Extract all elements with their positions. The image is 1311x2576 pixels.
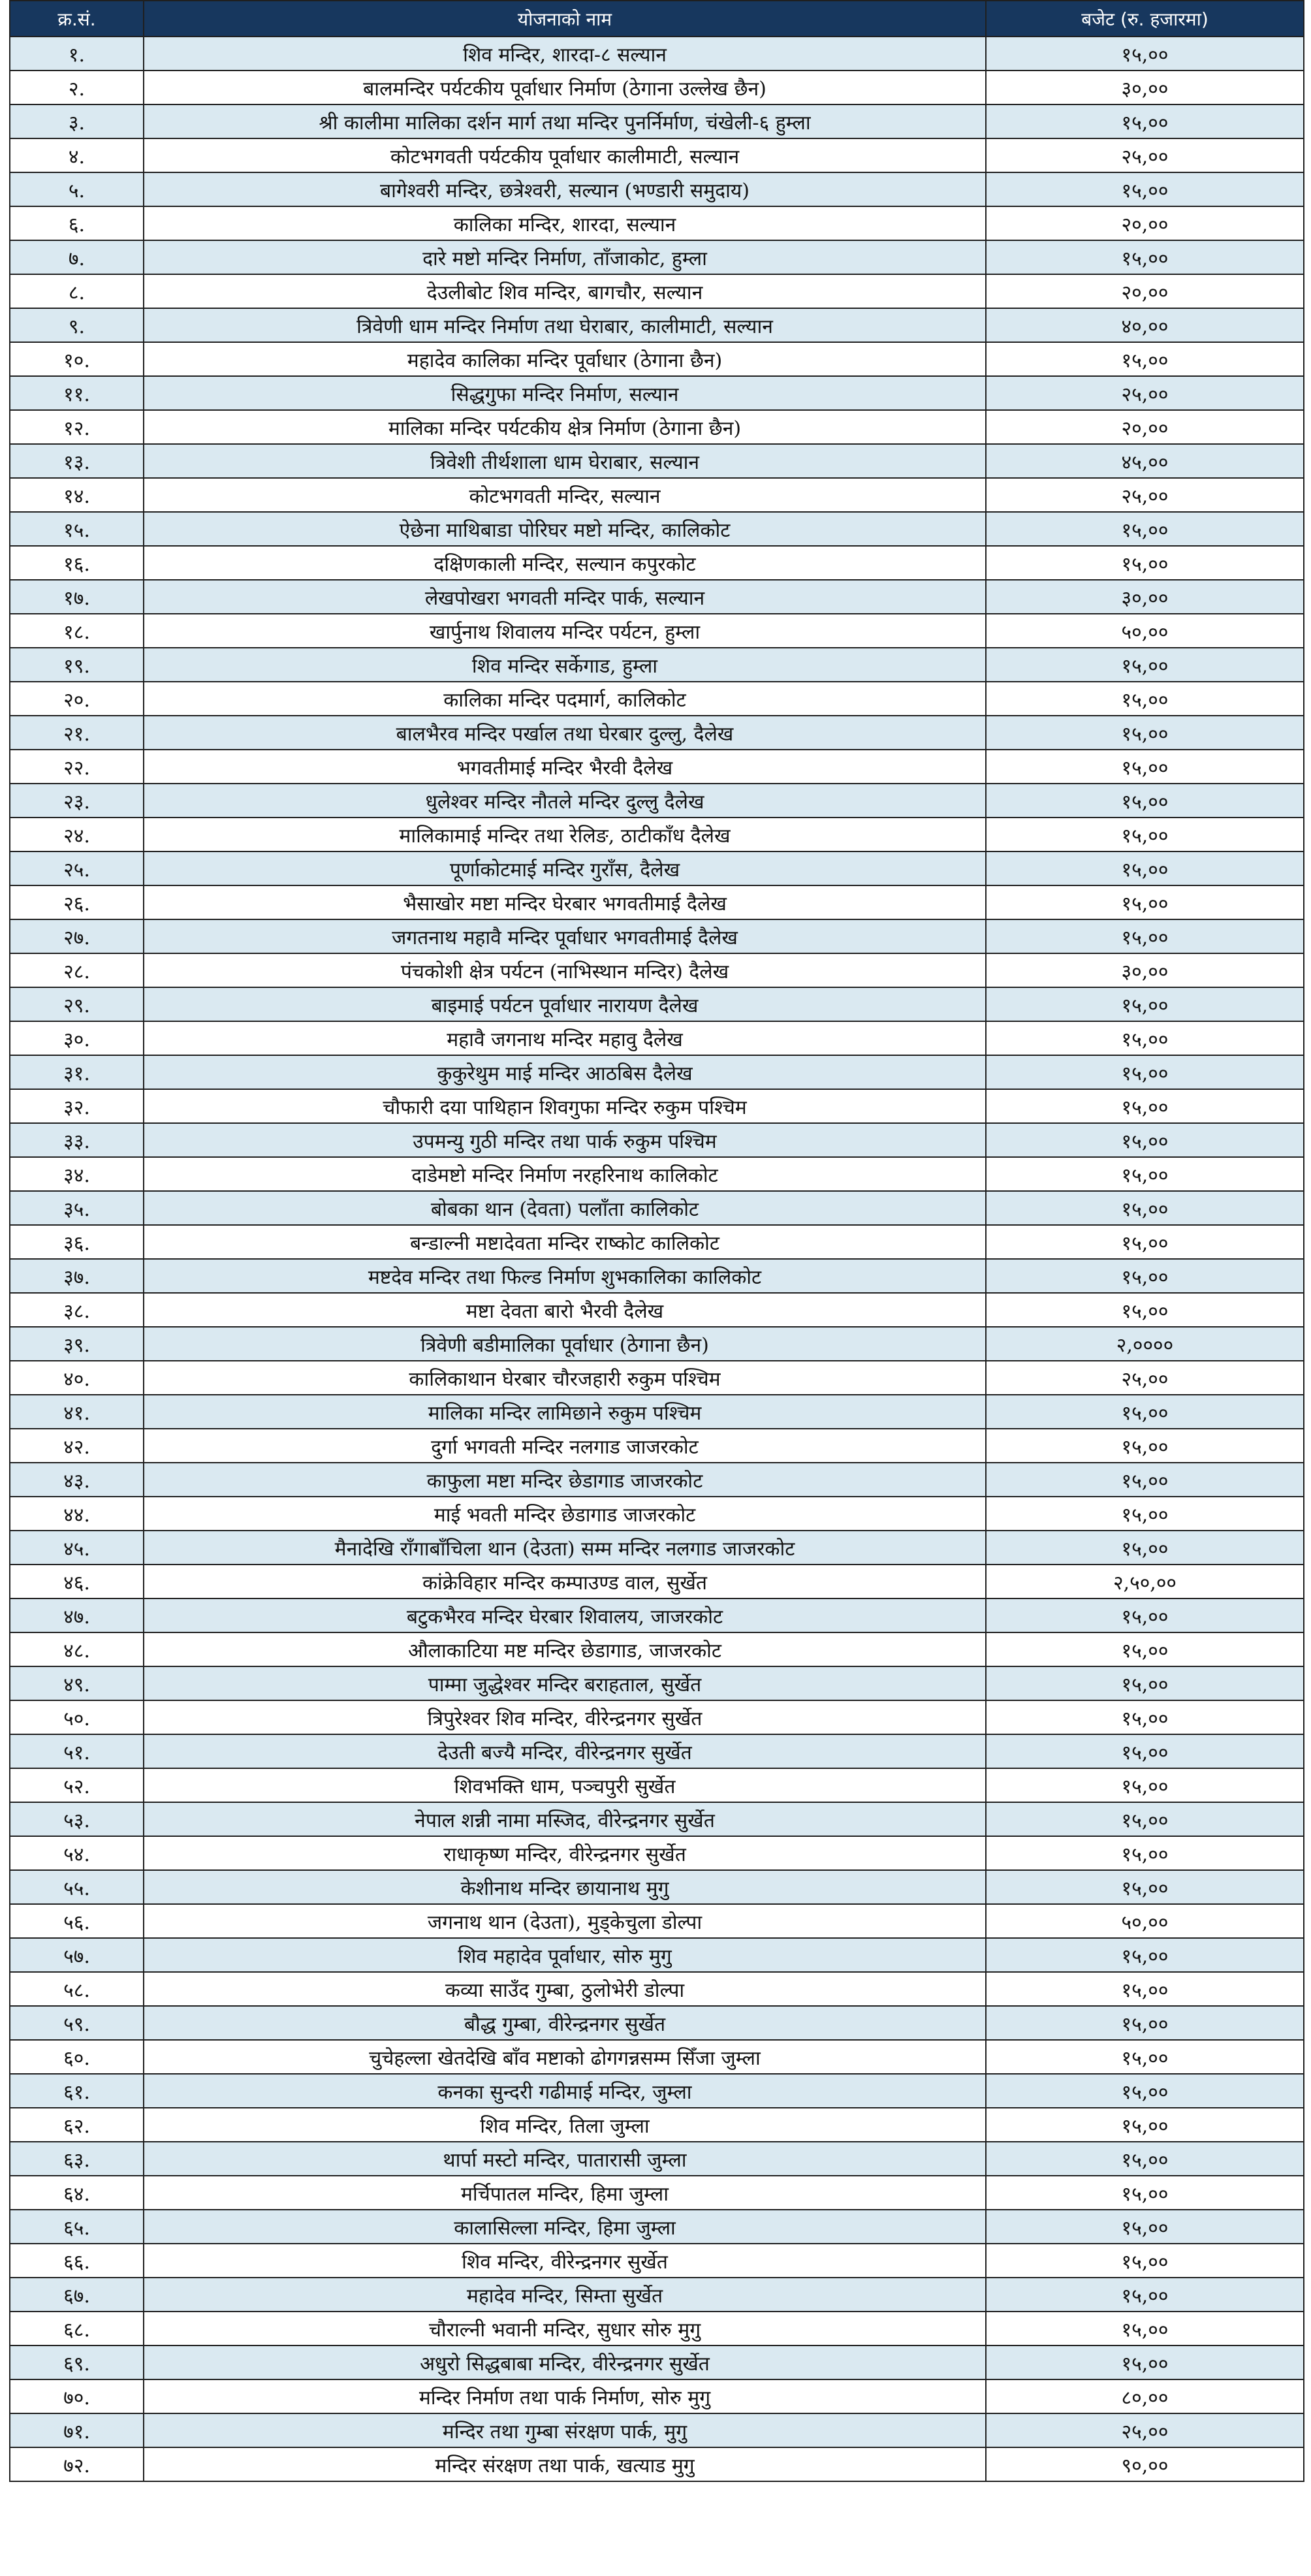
cell-serial-number: १५. (10, 512, 144, 546)
cell-project-name: कोटभगवती मन्दिर, सल्यान (144, 478, 986, 512)
cell-project-name: राधाकृष्ण मन्दिर, वीरेन्द्रनगर सुर्खेत (144, 1836, 986, 1870)
cell-budget: १५,०० (986, 2210, 1304, 2244)
cell-serial-number: २९. (10, 987, 144, 1021)
cell-project-name: बन्डाल्नी मष्टादेवता मन्दिर राष्कोट कालिकोट (144, 1225, 986, 1259)
cell-serial-number: ५४. (10, 1836, 144, 1870)
cell-serial-number: १७. (10, 580, 144, 614)
cell-serial-number: ६७. (10, 2278, 144, 2312)
cell-serial-number: ४०. (10, 1361, 144, 1395)
cell-budget: ३०,०० (986, 580, 1304, 614)
cell-budget: ५०,०० (986, 1904, 1304, 1938)
cell-serial-number: ४९. (10, 1666, 144, 1700)
cell-project-name: शिव मन्दिर, शारदा-८ सल्यान (144, 37, 986, 71)
cell-serial-number: ६५. (10, 2210, 144, 2244)
cell-budget: ३०,०० (986, 71, 1304, 104)
table-row (10, 919, 1304, 953)
cell-budget: १५,०० (986, 851, 1304, 885)
cell-budget: १५,०० (986, 2040, 1304, 2074)
table-row (10, 851, 1304, 885)
cell-project-name: त्रिवेणी बडीमालिका पूर्वाधार (ठेगाना छैन) (144, 1327, 986, 1361)
table-row (10, 1565, 1304, 1598)
cell-project-name: मष्टा देवता बारो भैरवी दैलेख (144, 1293, 986, 1327)
cell-budget: १५,०० (986, 1700, 1304, 1734)
table-row (10, 2040, 1304, 2074)
cell-budget: ४०,०० (986, 308, 1304, 342)
table-row (10, 1157, 1304, 1191)
table-row (10, 308, 1304, 342)
table-row (10, 2176, 1304, 2210)
cell-budget: ३०,०० (986, 953, 1304, 987)
cell-budget: १५,०० (986, 1836, 1304, 1870)
cell-serial-number: २०. (10, 682, 144, 716)
cell-serial-number: ३३. (10, 1123, 144, 1157)
cell-budget: १५,०० (986, 1463, 1304, 1497)
table-row (10, 614, 1304, 648)
table-row (10, 71, 1304, 104)
table-row (10, 2312, 1304, 2345)
table-row (10, 2413, 1304, 2447)
cell-project-name: थार्पा मस्टो मन्दिर, पातारासी जुम्ला (144, 2142, 986, 2176)
cell-project-name: त्रिवेशी तीर्थशाला धाम घेराबार, सल्यान (144, 444, 986, 478)
cell-budget: १५,०० (986, 1768, 1304, 1802)
cell-project-name: कालिका मन्दिर पदमार्ग, कालिकोट (144, 682, 986, 716)
cell-project-name: मन्दिर तथा गुम्बा संरक्षण पार्क, मुगु (144, 2413, 986, 2447)
cell-budget: १५,०० (986, 919, 1304, 953)
table-row (10, 1259, 1304, 1293)
cell-budget: २५,०० (986, 2413, 1304, 2447)
cell-budget: १५,०० (986, 750, 1304, 784)
table-row (10, 1021, 1304, 1055)
cell-serial-number: ७. (10, 240, 144, 274)
cell-project-name: देउती बज्यै मन्दिर, वीरेन्द्रनगर सुर्खेत (144, 1734, 986, 1768)
table-row (10, 2074, 1304, 2108)
table-row (10, 1191, 1304, 1225)
cell-serial-number: ३२. (10, 1089, 144, 1123)
cell-serial-number: ६०. (10, 2040, 144, 2074)
table-row (10, 376, 1304, 410)
header-budget: बजेट (रु. हजारमा) (986, 1, 1304, 37)
table-row (10, 2142, 1304, 2176)
cell-budget: १५,०० (986, 172, 1304, 206)
cell-budget: १५,०० (986, 818, 1304, 851)
cell-budget: १५,०० (986, 2142, 1304, 2176)
table-row (10, 342, 1304, 376)
cell-budget: १५,०० (986, 1055, 1304, 1089)
cell-serial-number: ५०. (10, 1700, 144, 1734)
cell-budget: १५,०० (986, 1870, 1304, 1904)
cell-project-name: बालभैरव मन्दिर पर्खाल तथा घेरबार दुल्लु, दैलेख (144, 716, 986, 750)
table-row (10, 2278, 1304, 2312)
cell-budget: १५,०० (986, 2176, 1304, 2210)
cell-serial-number: ६१. (10, 2074, 144, 2108)
cell-budget: १५,०० (986, 37, 1304, 71)
cell-serial-number: ५२. (10, 1768, 144, 1802)
cell-project-name: मष्टदेव मन्दिर तथा फिल्ड निर्माण शुभकालिका कालिकोट (144, 1259, 986, 1293)
cell-project-name: बागेश्वरी मन्दिर, छत्रेश्वरी, सल्यान (भण्डारी समुदाय) (144, 172, 986, 206)
table-header-row (10, 1, 1304, 37)
cell-serial-number: ५५. (10, 1870, 144, 1904)
cell-budget: १५,०० (986, 682, 1304, 716)
cell-budget: १५,०० (986, 885, 1304, 919)
cell-project-name: त्रिपुरेश्वर शिव मन्दिर, वीरेन्द्रनगर सुर्खेत (144, 1700, 986, 1734)
table-row (10, 1089, 1304, 1123)
cell-project-name: शिव मन्दिर, तिला जुम्ला (144, 2108, 986, 2142)
cell-project-name: कांक्रेविहार मन्दिर कम्पाउण्ड वाल, सुर्खेत (144, 1565, 986, 1598)
cell-serial-number: १. (10, 37, 144, 71)
cell-project-name: कनका सुन्दरी गढीमाई मन्दिर, जुम्ला (144, 2074, 986, 2108)
header-serial-number: क्र.सं. (10, 1, 144, 37)
cell-project-name: बालमन्दिर पर्यटकीय पूर्वाधार निर्माण (ठेगाना उल्लेख छैन) (144, 71, 986, 104)
cell-project-name: चौफारी दया पाथिहान शिवगुफा मन्दिर रुकुम पश्चिम (144, 1089, 986, 1123)
cell-project-name: पंचकोशी क्षेत्र पर्यटन (नाभिस्थान मन्दिर) दैलेख (144, 953, 986, 987)
cell-serial-number: २३. (10, 784, 144, 818)
cell-serial-number: ३. (10, 104, 144, 138)
cell-budget: १५,०० (986, 1021, 1304, 1055)
cell-project-name: अधुरो सिद्धबाबा मन्दिर, वीरेन्द्रनगर सुर्खेत (144, 2345, 986, 2379)
cell-budget: १५,०० (986, 1938, 1304, 1972)
cell-serial-number: ६२. (10, 2108, 144, 2142)
table-row (10, 750, 1304, 784)
cell-budget: २०,०० (986, 410, 1304, 444)
cell-serial-number: १०. (10, 342, 144, 376)
table-row (10, 1531, 1304, 1565)
cell-budget: १५,०० (986, 1123, 1304, 1157)
cell-project-name: महावै जगनाथ मन्दिर महावु दैलेख (144, 1021, 986, 1055)
table-body (10, 37, 1304, 2481)
cell-budget: १५,०० (986, 1598, 1304, 1632)
table-row (10, 2244, 1304, 2278)
cell-budget: १५,०० (986, 1395, 1304, 1429)
cell-serial-number: ४१. (10, 1395, 144, 1429)
cell-project-name: दुर्गा भगवती मन्दिर नलगाड जाजरकोट (144, 1429, 986, 1463)
cell-serial-number: १४. (10, 478, 144, 512)
cell-serial-number: ३४. (10, 1157, 144, 1191)
cell-serial-number: ४६. (10, 1565, 144, 1598)
table-row (10, 1802, 1304, 1836)
table-row (10, 1836, 1304, 1870)
cell-serial-number: २४. (10, 818, 144, 851)
table-row (10, 682, 1304, 716)
cell-budget: १५,०० (986, 1293, 1304, 1327)
cell-project-name: चुचेहल्ला खेतदेखि बाँव मष्टाको ढोगगन्नसम्म सिँजा जुम्ला (144, 2040, 986, 2074)
cell-budget: २५,०० (986, 478, 1304, 512)
cell-project-name: कालासिल्ला मन्दिर, हिमा जुम्ला (144, 2210, 986, 2244)
cell-project-name: मालिका मन्दिर पर्यटकीय क्षेत्र निर्माण (ठेगाना छैन) (144, 410, 986, 444)
table-row (10, 1768, 1304, 1802)
table-row (10, 1293, 1304, 1327)
cell-project-name: त्रिवेणी धाम मन्दिर निर्माण तथा घेराबार, कालीमाटी, सल्यान (144, 308, 986, 342)
table-row (10, 1497, 1304, 1531)
table-row (10, 953, 1304, 987)
cell-project-name: लेखपोखरा भगवती मन्दिर पार्क, सल्यान (144, 580, 986, 614)
table-row (10, 512, 1304, 546)
cell-project-name: ऐछेना माथिबाडा पोरिघर मष्टो मन्दिर, कालिकोट (144, 512, 986, 546)
table-row (10, 784, 1304, 818)
cell-budget: २०,०० (986, 206, 1304, 240)
table-row (10, 580, 1304, 614)
cell-serial-number: २७. (10, 919, 144, 953)
cell-serial-number: ३१. (10, 1055, 144, 1089)
cell-budget: २०,०० (986, 274, 1304, 308)
cell-serial-number: ३७. (10, 1259, 144, 1293)
table-row (10, 1938, 1304, 1972)
table-row (10, 172, 1304, 206)
table-row (10, 444, 1304, 478)
cell-budget: १५,०० (986, 2312, 1304, 2345)
header-project-name: योजनाको नाम (144, 1, 986, 37)
table-row (10, 546, 1304, 580)
cell-serial-number: ६९. (10, 2345, 144, 2379)
table-row (10, 37, 1304, 71)
cell-project-name: शिव मन्दिर, वीरेन्द्रनगर सुर्खेत (144, 2244, 986, 2278)
cell-serial-number: ४. (10, 138, 144, 172)
cell-budget: १५,०० (986, 512, 1304, 546)
cell-project-name: जगनाथ थान (देउता), मुड्केचुला डोल्पा (144, 1904, 986, 1938)
cell-project-name: शिव मन्दिर सर्केगाड, हुम्ला (144, 648, 986, 682)
cell-budget: १५,०० (986, 2278, 1304, 2312)
table-row (10, 1395, 1304, 1429)
cell-budget: १५,०० (986, 1191, 1304, 1225)
cell-project-name: बौद्ध गुम्बा, वीरेन्द्रनगर सुर्खेत (144, 2006, 986, 2040)
table-row (10, 1632, 1304, 1666)
cell-budget: १५,०० (986, 2345, 1304, 2379)
cell-serial-number: ४२. (10, 1429, 144, 1463)
cell-project-name: मालिका मन्दिर लामिछाने रुकुम पश्चिम (144, 1395, 986, 1429)
cell-project-name: पाम्मा जुद्धेश्वर मन्दिर बराहताल, सुर्खेत (144, 1666, 986, 1700)
cell-budget: १५,०० (986, 1429, 1304, 1463)
table-row (10, 2006, 1304, 2040)
cell-project-name: दारे मष्टो मन्दिर निर्माण, ताँजाकोट, हुम्ला (144, 240, 986, 274)
cell-serial-number: ३९. (10, 1327, 144, 1361)
cell-serial-number: १३. (10, 444, 144, 478)
cell-budget: १५,०० (986, 1632, 1304, 1666)
cell-budget: २५,०० (986, 138, 1304, 172)
cell-serial-number: २८. (10, 953, 144, 987)
cell-project-name: कव्या साउँद गुम्बा, ठुलोभेरी डोल्पा (144, 1972, 986, 2006)
cell-budget: ९०,०० (986, 2447, 1304, 2481)
table-row (10, 1904, 1304, 1938)
cell-project-name: मन्दिर निर्माण तथा पार्क निर्माण, सोरु मुगु (144, 2379, 986, 2413)
cell-budget: १५,०० (986, 1802, 1304, 1836)
cell-budget: ८०,०० (986, 2379, 1304, 2413)
cell-project-name: मन्दिर संरक्षण तथा पार्क, खत्याड मुगु (144, 2447, 986, 2481)
cell-budget: १५,०० (986, 1531, 1304, 1565)
cell-project-name: महादेव कालिका मन्दिर पूर्वाधार (ठेगाना छैन) (144, 342, 986, 376)
table-row (10, 410, 1304, 444)
cell-serial-number: ९. (10, 308, 144, 342)
cell-project-name: देउलीबोट शिव मन्दिर, बागचौर, सल्यान (144, 274, 986, 308)
table-row (10, 885, 1304, 919)
cell-serial-number: ५७. (10, 1938, 144, 1972)
table-row (10, 2210, 1304, 2244)
cell-serial-number: ३०. (10, 1021, 144, 1055)
cell-budget: १५,०० (986, 2074, 1304, 2108)
cell-serial-number: ६८. (10, 2312, 144, 2345)
cell-project-name: भगवतीमाई मन्दिर भैरवी दैलेख (144, 750, 986, 784)
cell-project-name: केशीनाथ मन्दिर छायानाथ मुगु (144, 1870, 986, 1904)
cell-project-name: बाइमाई पर्यटन पूर्वाधार नारायण दैलेख (144, 987, 986, 1021)
cell-serial-number: ४८. (10, 1632, 144, 1666)
cell-project-name: कालिका मन्दिर, शारदा, सल्यान (144, 206, 986, 240)
cell-budget: १५,०० (986, 1666, 1304, 1700)
table-row (10, 240, 1304, 274)
table-row (10, 1225, 1304, 1259)
table-row (10, 274, 1304, 308)
cell-serial-number: ५६. (10, 1904, 144, 1938)
cell-project-name: खार्पुनाथ शिवालय मन्दिर पर्यटन, हुम्ला (144, 614, 986, 648)
cell-project-name: माई भवती मन्दिर छेडागाड जाजरकोट (144, 1497, 986, 1531)
table-row (10, 2447, 1304, 2481)
cell-budget: १५,०० (986, 1972, 1304, 2006)
cell-budget: १५,०० (986, 1225, 1304, 1259)
cell-budget: १५,०० (986, 104, 1304, 138)
cell-serial-number: ४५. (10, 1531, 144, 1565)
cell-serial-number: २२. (10, 750, 144, 784)
table-row (10, 1870, 1304, 1904)
cell-serial-number: २६. (10, 885, 144, 919)
cell-serial-number: ६. (10, 206, 144, 240)
cell-project-name: दक्षिणकाली मन्दिर, सल्यान कपुरकोट (144, 546, 986, 580)
cell-serial-number: ७१. (10, 2413, 144, 2447)
table-row (10, 648, 1304, 682)
table-row (10, 1429, 1304, 1463)
cell-serial-number: ८. (10, 274, 144, 308)
table-row (10, 1123, 1304, 1157)
table-row (10, 1361, 1304, 1395)
cell-budget: १५,०० (986, 1734, 1304, 1768)
cell-serial-number: १६. (10, 546, 144, 580)
cell-serial-number: ५. (10, 172, 144, 206)
cell-project-name: दाडेमष्टो मन्दिर निर्माण नरहरिनाथ कालिकोट (144, 1157, 986, 1191)
table-row (10, 1055, 1304, 1089)
table-row (10, 1598, 1304, 1632)
cell-budget: ४५,०० (986, 444, 1304, 478)
cell-project-name: उपमन्यु गुठी मन्दिर तथा पार्क रुकुम पश्चिम (144, 1123, 986, 1157)
table-row (10, 138, 1304, 172)
cell-budget: २५,०० (986, 376, 1304, 410)
cell-serial-number: ३५. (10, 1191, 144, 1225)
cell-serial-number: १९. (10, 648, 144, 682)
table-row (10, 818, 1304, 851)
table-row (10, 1734, 1304, 1768)
cell-serial-number: ४७. (10, 1598, 144, 1632)
cell-budget: १५,०० (986, 546, 1304, 580)
cell-budget: १५,०० (986, 1089, 1304, 1123)
cell-budget: १५,०० (986, 1157, 1304, 1191)
table-row (10, 716, 1304, 750)
cell-project-name: महादेव मन्दिर, सिम्ता सुर्खेत (144, 2278, 986, 2312)
cell-project-name: कुकुरेथुम माई मन्दिर आठबिस दैलेख (144, 1055, 986, 1089)
table-row (10, 1463, 1304, 1497)
table-row (10, 2379, 1304, 2413)
cell-budget: १५,०० (986, 716, 1304, 750)
cell-project-name: मैनादेखि राँगाबाँचिला थान (देउता) सम्म मन्दिर नलगाड जाजरकोट (144, 1531, 986, 1565)
cell-budget: १५,०० (986, 240, 1304, 274)
cell-budget: २,०००० (986, 1327, 1304, 1361)
cell-serial-number: १८. (10, 614, 144, 648)
cell-budget: १५,०० (986, 648, 1304, 682)
cell-project-name: बोबका थान (देवता) पलाँता कालिकोट (144, 1191, 986, 1225)
cell-serial-number: ५१. (10, 1734, 144, 1768)
table-row (10, 1972, 1304, 2006)
cell-budget: २,५०,०० (986, 1565, 1304, 1598)
cell-project-name: नेपाल शन्नी नामा मस्जिद, वीरेन्द्रनगर सुर्खेत (144, 1802, 986, 1836)
cell-serial-number: ११. (10, 376, 144, 410)
cell-serial-number: २. (10, 71, 144, 104)
cell-project-name: औलाकाटिया मष्ट मन्दिर छेडागाड, जाजरकोट (144, 1632, 986, 1666)
budget-table (9, 0, 1304, 2482)
table-row (10, 2108, 1304, 2142)
table-row (10, 478, 1304, 512)
cell-project-name: पूर्णाकोटमाई मन्दिर गुराँस, दैलेख (144, 851, 986, 885)
table-row (10, 206, 1304, 240)
cell-project-name: धुलेश्वर मन्दिर नौतले मन्दिर दुल्लु दैलेख (144, 784, 986, 818)
cell-serial-number: २५. (10, 851, 144, 885)
cell-serial-number: ६३. (10, 2142, 144, 2176)
cell-budget: १५,०० (986, 1259, 1304, 1293)
cell-budget: २५,०० (986, 1361, 1304, 1395)
cell-project-name: शिवभक्ति धाम, पञ्चपुरी सुर्खेत (144, 1768, 986, 1802)
cell-serial-number: ५९. (10, 2006, 144, 2040)
cell-serial-number: ६४. (10, 2176, 144, 2210)
cell-budget: ५०,०० (986, 614, 1304, 648)
cell-project-name: कालिकाथान घेरबार चौरजहारी रुकुम पश्चिम (144, 1361, 986, 1395)
cell-budget: १५,०० (986, 2006, 1304, 2040)
cell-budget: १५,०० (986, 2108, 1304, 2142)
cell-project-name: कोटभगवती पर्यटकीय पूर्वाधार कालीमाटी, सल्यान (144, 138, 986, 172)
cell-project-name: भैसाखोर मष्टा मन्दिर घेरबार भगवतीमाई दैलेख (144, 885, 986, 919)
cell-serial-number: २१. (10, 716, 144, 750)
table-row (10, 1700, 1304, 1734)
cell-budget: १५,०० (986, 2244, 1304, 2278)
cell-budget: १५,०० (986, 784, 1304, 818)
cell-project-name: जगतनाथ महावै मन्दिर पूर्वाधार भगवतीमाई दैलेख (144, 919, 986, 953)
cell-project-name: चौराल्नी भवानी मन्दिर, सुधार सोरु मुगु (144, 2312, 986, 2345)
cell-budget: १५,०० (986, 1497, 1304, 1531)
cell-serial-number: ४३. (10, 1463, 144, 1497)
cell-serial-number: ५३. (10, 1802, 144, 1836)
cell-serial-number: ३८. (10, 1293, 144, 1327)
cell-serial-number: ७२. (10, 2447, 144, 2481)
table-row (10, 1666, 1304, 1700)
table-row (10, 104, 1304, 138)
cell-serial-number: ४४. (10, 1497, 144, 1531)
cell-project-name: शिव महादेव पूर्वाधार, सोरु मुगु (144, 1938, 986, 1972)
cell-project-name: काफुला मष्टा मन्दिर छेडागाड जाजरकोट (144, 1463, 986, 1497)
cell-serial-number: ५८. (10, 1972, 144, 2006)
cell-project-name: सिद्धगुफा मन्दिर निर्माण, सल्यान (144, 376, 986, 410)
cell-serial-number: १२. (10, 410, 144, 444)
cell-serial-number: ७०. (10, 2379, 144, 2413)
cell-budget: १५,०० (986, 342, 1304, 376)
cell-project-name: मर्चिपातल मन्दिर, हिमा जुम्ला (144, 2176, 986, 2210)
table-row (10, 1327, 1304, 1361)
cell-serial-number: ३६. (10, 1225, 144, 1259)
cell-budget: १५,०० (986, 987, 1304, 1021)
table-row (10, 2345, 1304, 2379)
cell-project-name: मालिकामाई मन्दिर तथा रेलिङ, ठाटीकाँध दैलेख (144, 818, 986, 851)
cell-serial-number: ६६. (10, 2244, 144, 2278)
table-row (10, 987, 1304, 1021)
cell-project-name: श्री कालीमा मालिका दर्शन मार्ग तथा मन्दिर पुनर्निर्माण, चंखेली-६ हुम्ला (144, 104, 986, 138)
cell-project-name: बटुकभैरव मन्दिर घेरबार शिवालय, जाजरकोट (144, 1598, 986, 1632)
